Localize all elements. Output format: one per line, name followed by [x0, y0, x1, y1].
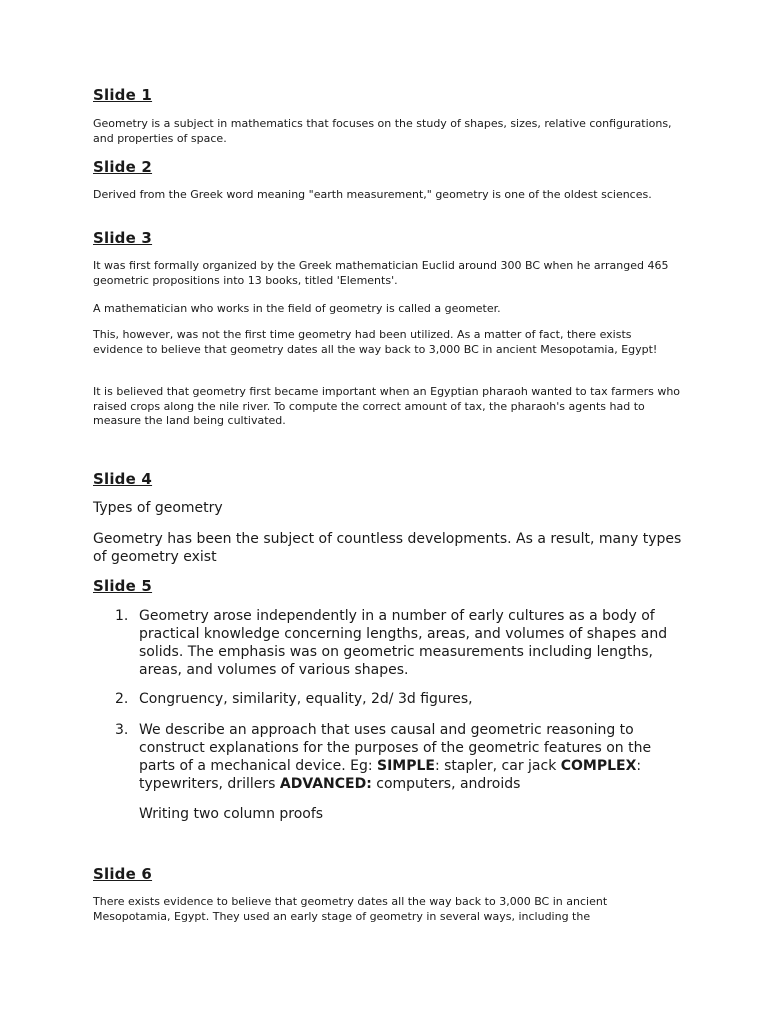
slide-3-paragraph-3: This, however, was not the first time geometry had been utilized. As a matter of fact, there exists evidence to believe that geometry dates all the way back to 3,000 BC in ancient Mesopotamia, Egypt!: [93, 328, 658, 356]
list-number: 2.: [115, 691, 129, 707]
bold-complex: COMPLEX: [560, 758, 637, 774]
list-item-text: [139, 721, 675, 793]
list-item-text: Congruency, similarity, equality, 2d/ 3d figures,: [139, 691, 473, 707]
slide-3-heading: Slide 3: [93, 229, 153, 247]
item-3-text-b: : stapler, car jack: [434, 758, 561, 774]
slide-6-heading: Slide 6: [93, 865, 153, 883]
item-3-text-c: : typewriters, drillers: [139, 758, 642, 792]
slide-2-heading: Slide 2: [93, 158, 153, 176]
slide-1-heading: Slide 1: [93, 86, 153, 104]
list-item-3: [115, 721, 675, 793]
slide-4-heading: Slide 4: [93, 470, 153, 488]
list-item-1: [115, 607, 675, 679]
list-number: 1.: [115, 608, 129, 624]
bold-advanced: ADVANCED:: [279, 776, 372, 792]
slide-2-paragraph: Derived from the Greek word meaning "earth measurement," geometry is one of the oldest sciences.: [93, 188, 652, 201]
item-3-text-d: computers, androids: [371, 776, 521, 792]
slide-6-paragraph: There exists evidence to believe that geometry dates all the way back to 3,000 BC in ancient Mesopotamia, Egypt. They used an early stage of geometry in several ways, including the: [93, 895, 608, 923]
slide-4-paragraph: Geometry has been the subject of countless developments. As a result, many types of geometry exist: [93, 531, 682, 565]
list-item-2: [115, 690, 675, 708]
list-number: 3.: [115, 722, 129, 738]
slide-3-paragraph-1: It was first formally organized by the Greek mathematician Euclid around 300 BC when he arranged 465 geometric propositions into 13 books, titled 'Elements'.: [93, 259, 669, 287]
slide-1-paragraph: Geometry is a subject in mathematics that focuses on the study of shapes, sizes, relative configurations, and properties of space.: [93, 117, 672, 145]
slide-4-subheading: Types of geometry: [93, 500, 223, 516]
item-3-text-a: We describe an approach that uses causal and geometric reasoning to construct explanations for the purposes of the geometric features on the parts of a mechanical device. Eg:: [139, 722, 652, 774]
slide-3-paragraph-2: A mathematician who works in the field of geometry is called a geometer.: [93, 302, 501, 315]
slide-3-paragraph-4: It is believed that geometry first became important when an Egyptian pharaoh wanted to tax farmers who raised crops along the nile river. To compute the correct amount of tax, the pharaoh's agents had to measure the land being cultivated.: [93, 385, 681, 427]
bold-simple: SIMPLE: [377, 758, 435, 774]
slide-5-extra-line: Writing two column proofs: [139, 806, 324, 822]
list-item-text: Geometry arose independently in a number of early cultures as a body of practical knowledge concerning lengths, areas, and volumes of shapes and solids. The emphasis was on geometric measurements including lengths, areas, and volumes of various shapes.: [139, 608, 668, 678]
slide-5-heading: Slide 5: [93, 577, 153, 595]
